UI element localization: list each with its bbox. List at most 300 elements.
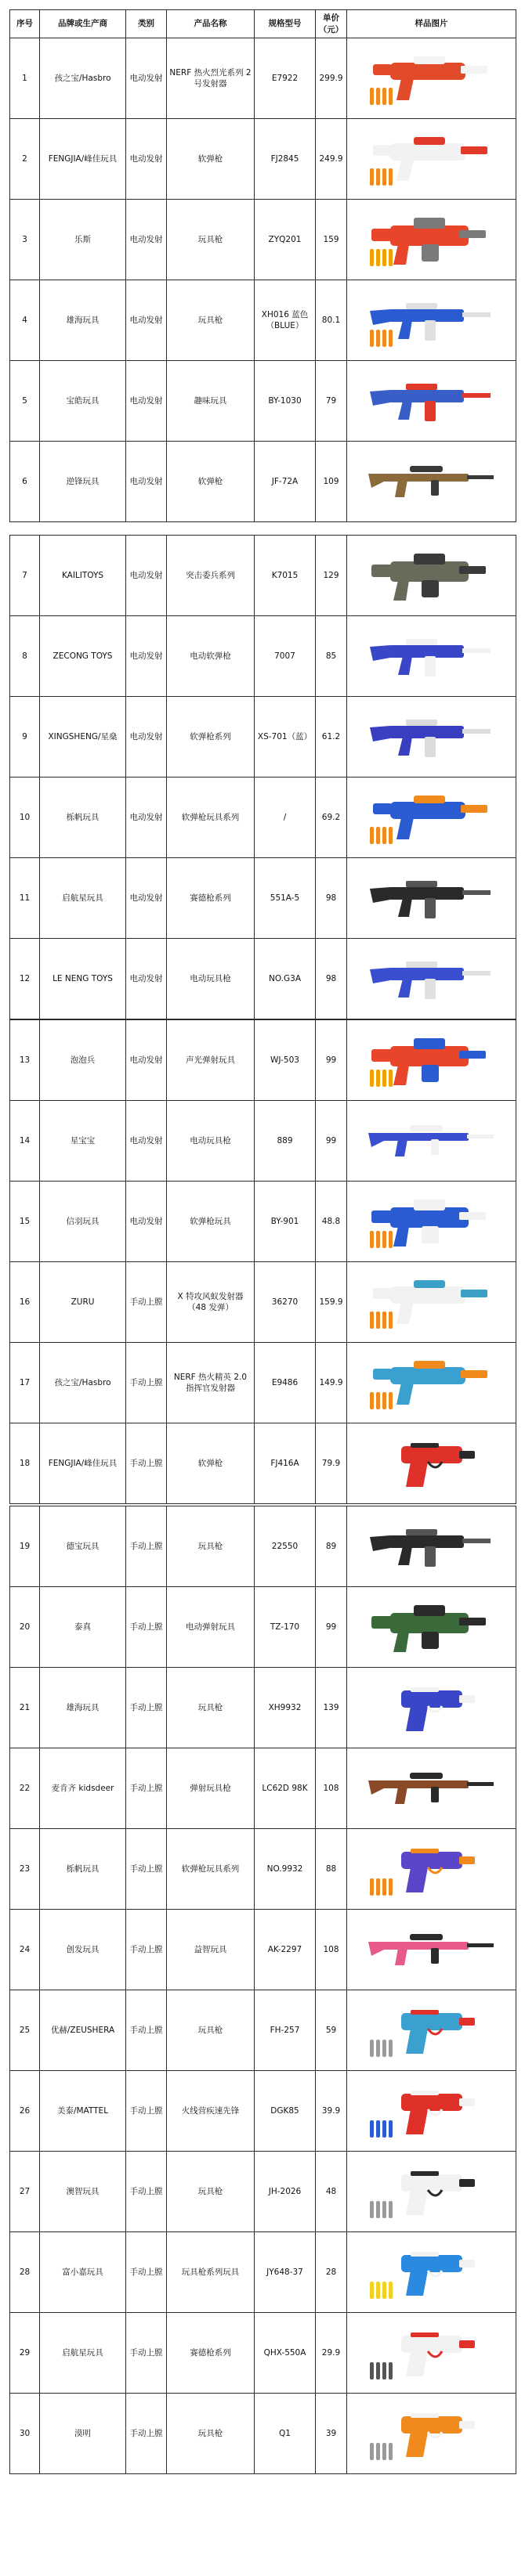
foam-dart bbox=[382, 1231, 386, 1248]
cell-sample-image bbox=[347, 536, 516, 616]
foam-dart bbox=[376, 249, 380, 266]
cell-no: 20 bbox=[10, 1587, 40, 1668]
sniper-magazine bbox=[431, 1948, 439, 1964]
cell-brand: 栎帆玩具 bbox=[40, 777, 126, 858]
cell-model: K7015 bbox=[255, 536, 316, 616]
table-row bbox=[10, 1748, 516, 1829]
sniper-body bbox=[382, 1942, 469, 1950]
foam-dart bbox=[382, 2120, 386, 2138]
foam-dart bbox=[389, 2362, 393, 2379]
sniper-grip bbox=[395, 1948, 407, 1965]
rifle-sight bbox=[406, 961, 437, 968]
cell-category: 手动上膛 bbox=[126, 2232, 167, 2313]
blaster-barrel bbox=[461, 1370, 487, 1378]
cell-sample-image bbox=[347, 1748, 516, 1829]
foam-dart bbox=[370, 2040, 374, 2057]
cell-category: 电动发射 bbox=[126, 38, 167, 119]
cell-no: 9 bbox=[10, 697, 40, 777]
cell-category: 电动发射 bbox=[126, 536, 167, 616]
toy-gun-image bbox=[367, 1918, 496, 1981]
rifle-stock bbox=[370, 887, 390, 903]
cell-price: 99 bbox=[316, 1020, 347, 1101]
foam-dart bbox=[370, 88, 374, 105]
cell-no: 25 bbox=[10, 1990, 40, 2071]
table-row bbox=[10, 1829, 516, 1910]
foam-dart bbox=[376, 1231, 380, 1248]
cell-brand: 信羽玩具 bbox=[40, 1182, 126, 1262]
cell-brand: 泡泡兵 bbox=[40, 1020, 126, 1101]
blaster-grip bbox=[396, 1302, 414, 1324]
cell-sample-image bbox=[347, 1020, 516, 1101]
toy-gun-image bbox=[367, 786, 496, 849]
table-row bbox=[10, 1182, 516, 1262]
cell-no: 3 bbox=[10, 200, 40, 280]
cell-category: 手动上膛 bbox=[126, 1910, 167, 1990]
header-brand: 品牌或生产商 bbox=[40, 10, 126, 38]
rifle-barrel bbox=[462, 312, 491, 317]
pistol-barrel bbox=[459, 1451, 475, 1459]
cell-sample-image bbox=[347, 361, 516, 442]
blaster-barrel bbox=[461, 805, 487, 813]
cell-no: 27 bbox=[10, 2152, 40, 2232]
blaster-body bbox=[390, 802, 465, 819]
sniper-magazine bbox=[431, 480, 439, 496]
cell-sample-image bbox=[347, 2232, 516, 2313]
rifle-grip bbox=[398, 320, 412, 339]
cell-price: 59 bbox=[316, 1990, 347, 2071]
cell-brand: 逆锋玩具 bbox=[40, 442, 126, 522]
cell-category: 手动上膛 bbox=[126, 2394, 167, 2474]
cell-category: 电动发射 bbox=[126, 858, 167, 939]
blaster-stock bbox=[371, 1616, 392, 1629]
blaster-grip bbox=[393, 580, 409, 601]
pistol-body bbox=[401, 1852, 462, 1869]
toy-gun-image bbox=[367, 1351, 496, 1414]
foam-dart bbox=[376, 88, 380, 105]
foam-dart bbox=[376, 2120, 380, 2138]
cell-product: NERF 热火烈光系列 2 号发射器 bbox=[167, 38, 255, 119]
cell-product: 玩具枪 bbox=[167, 2152, 255, 2232]
foam-dart bbox=[376, 827, 380, 844]
foam-dart bbox=[382, 1311, 386, 1329]
cell-product: 软弹枪 bbox=[167, 442, 255, 522]
cell-sample-image bbox=[347, 616, 516, 697]
cell-price: 159 bbox=[316, 200, 347, 280]
cell-sample-image bbox=[347, 2071, 516, 2152]
cell-no: 19 bbox=[10, 1506, 40, 1587]
blaster-stock bbox=[373, 64, 392, 75]
cell-product: 玩具枪 bbox=[167, 200, 255, 280]
cell-product: 益智玩具 bbox=[167, 1910, 255, 1990]
cell-sample-image bbox=[347, 442, 516, 522]
cell-price: 299.9 bbox=[316, 38, 347, 119]
cell-no: 2 bbox=[10, 119, 40, 200]
product-table-section bbox=[9, 1019, 516, 1504]
toy-gun-image bbox=[367, 1676, 496, 1739]
cell-category: 电动发射 bbox=[126, 616, 167, 697]
foam-dart bbox=[370, 2201, 374, 2218]
cell-no: 14 bbox=[10, 1101, 40, 1182]
blaster-barrel bbox=[459, 230, 486, 238]
rifle-sight bbox=[406, 384, 437, 390]
cell-model: NO.9932 bbox=[255, 1829, 316, 1910]
foam-dart bbox=[376, 330, 380, 347]
foam-dart bbox=[389, 2120, 393, 2138]
foam-dart bbox=[376, 2201, 380, 2218]
foam-dart bbox=[389, 1070, 393, 1087]
table-row bbox=[10, 119, 516, 200]
sniper-stock bbox=[368, 1133, 384, 1147]
cell-no: 23 bbox=[10, 1829, 40, 1910]
cell-product: 玩具枪 bbox=[167, 1506, 255, 1587]
cell-category: 手动上膛 bbox=[126, 1262, 167, 1343]
blaster-barrel bbox=[459, 1051, 486, 1059]
cell-model: 7007 bbox=[255, 616, 316, 697]
cell-no: 17 bbox=[10, 1343, 40, 1423]
table-row bbox=[10, 697, 516, 777]
cell-no: 10 bbox=[10, 777, 40, 858]
blaster-top bbox=[414, 1605, 445, 1616]
sniper-scope bbox=[410, 1773, 443, 1779]
foam-dart bbox=[376, 2443, 380, 2460]
cell-price: 249.9 bbox=[316, 119, 347, 200]
blaster-barrel bbox=[459, 566, 486, 574]
rifle-magazine bbox=[425, 1546, 436, 1567]
pistol-grip bbox=[406, 2029, 428, 2054]
blaster-magazine bbox=[422, 1226, 439, 1243]
cell-price: 39 bbox=[316, 2394, 347, 2474]
cell-brand: KAILITOYS bbox=[40, 536, 126, 616]
cell-no: 16 bbox=[10, 1262, 40, 1343]
cell-product: 电动玩具枪 bbox=[167, 939, 255, 1019]
rifle-magazine bbox=[425, 656, 436, 676]
blaster-top bbox=[414, 218, 445, 229]
cell-model: 36270 bbox=[255, 1262, 316, 1343]
rifle-sight bbox=[406, 639, 437, 645]
blaster-grip bbox=[393, 1226, 409, 1247]
pistol-body bbox=[401, 1690, 462, 1708]
sniper-grip bbox=[395, 1787, 407, 1804]
blaster-top bbox=[414, 1280, 445, 1288]
pistol-barrel bbox=[459, 2260, 475, 2268]
cell-brand: FENGJIA/峰佳玩具 bbox=[40, 1423, 126, 1504]
cell-model: / bbox=[255, 777, 316, 858]
cell-no: 11 bbox=[10, 858, 40, 939]
blaster-barrel bbox=[461, 1290, 487, 1297]
table-row bbox=[10, 1101, 516, 1182]
foam-dart bbox=[376, 2040, 380, 2057]
cell-no: 28 bbox=[10, 2232, 40, 2313]
cell-model: QHX-550A bbox=[255, 2313, 316, 2394]
blaster-top bbox=[414, 1200, 445, 1210]
cell-sample-image bbox=[347, 200, 516, 280]
toy-gun-image bbox=[367, 625, 496, 687]
blaster-magazine bbox=[422, 244, 439, 262]
table-header-row bbox=[10, 10, 516, 38]
cell-sample-image bbox=[347, 38, 516, 119]
rifle-grip bbox=[398, 401, 412, 420]
cell-model: FJ2845 bbox=[255, 119, 316, 200]
cell-category: 手动上膛 bbox=[126, 1829, 167, 1910]
pistol-body bbox=[401, 1446, 462, 1463]
toy-gun-image bbox=[367, 2241, 496, 2304]
rifle-stock bbox=[370, 968, 390, 983]
rifle-barrel bbox=[462, 971, 491, 976]
blaster-grip bbox=[393, 244, 409, 265]
cell-no: 22 bbox=[10, 1748, 40, 1829]
blaster-magazine bbox=[422, 580, 439, 597]
pistol-body bbox=[401, 2174, 462, 2192]
cell-sample-image bbox=[347, 280, 516, 361]
product-table-section bbox=[9, 1990, 516, 2474]
blaster-grip bbox=[396, 159, 414, 181]
toy-gun-image bbox=[367, 2080, 496, 2142]
cell-brand: ZURU bbox=[40, 1262, 126, 1343]
rifle-barrel bbox=[462, 648, 491, 653]
cell-sample-image bbox=[347, 1423, 516, 1504]
toy-gun-image bbox=[367, 208, 496, 271]
rifle-body bbox=[389, 309, 464, 322]
pistol-grip bbox=[406, 2109, 428, 2134]
cell-brand: 澳智玩具 bbox=[40, 2152, 126, 2232]
sniper-stock bbox=[368, 1780, 384, 1795]
foam-dart bbox=[370, 1392, 374, 1409]
cell-category: 手动上膛 bbox=[126, 1506, 167, 1587]
cell-price: 69.2 bbox=[316, 777, 347, 858]
cell-price: 85 bbox=[316, 616, 347, 697]
foam-dart bbox=[382, 1878, 386, 1896]
cell-sample-image bbox=[347, 1101, 516, 1182]
foam-dart bbox=[389, 2443, 393, 2460]
cell-price: 39.9 bbox=[316, 2071, 347, 2152]
cell-sample-image bbox=[347, 2313, 516, 2394]
cell-product: 玩具枪系列玩具 bbox=[167, 2232, 255, 2313]
cell-price: 99 bbox=[316, 1587, 347, 1668]
cell-brand: 雄海玩具 bbox=[40, 280, 126, 361]
blaster-top bbox=[414, 56, 445, 64]
cell-model: WJ-503 bbox=[255, 1020, 316, 1101]
blaster-grip bbox=[396, 817, 414, 839]
cell-sample-image bbox=[347, 1182, 516, 1262]
cell-no: 18 bbox=[10, 1423, 40, 1504]
header-price: 单价（元） bbox=[316, 10, 347, 38]
toy-gun-image bbox=[367, 1109, 496, 1172]
cell-price: 149.9 bbox=[316, 1343, 347, 1423]
cell-brand: XINGSHENG/星燊 bbox=[40, 697, 126, 777]
toy-gun-image bbox=[367, 1757, 496, 1820]
table-row bbox=[10, 38, 516, 119]
header-no: 序号 bbox=[10, 10, 40, 38]
toy-gun-image bbox=[367, 544, 496, 607]
cell-brand: LE NENG TOYS bbox=[40, 939, 126, 1019]
cell-price: 98 bbox=[316, 858, 347, 939]
cell-category: 电动发射 bbox=[126, 361, 167, 442]
table-row bbox=[10, 442, 516, 522]
cell-model: XH016 蓝色（BLUE） bbox=[255, 280, 316, 361]
cell-no: 26 bbox=[10, 2071, 40, 2152]
cell-model: NO.G3A bbox=[255, 939, 316, 1019]
cell-sample-image bbox=[347, 939, 516, 1019]
cell-brand: 美泰/MATTEL bbox=[40, 2071, 126, 2152]
pistol-grip bbox=[406, 1462, 428, 1487]
cell-model: 22550 bbox=[255, 1506, 316, 1587]
sniper-scope bbox=[410, 1934, 443, 1940]
pistol-slide bbox=[411, 2332, 439, 2337]
cell-category: 手动上膛 bbox=[126, 1423, 167, 1504]
table-row bbox=[10, 1910, 516, 1990]
foam-dart bbox=[370, 1878, 374, 1896]
toy-gun-image bbox=[367, 1838, 496, 1900]
cell-no: 1 bbox=[10, 38, 40, 119]
foam-dart bbox=[389, 2282, 393, 2299]
table-row bbox=[10, 858, 516, 939]
blaster-body bbox=[390, 63, 465, 80]
blaster-stock bbox=[371, 1210, 392, 1223]
cell-sample-image bbox=[347, 119, 516, 200]
foam-dart bbox=[389, 88, 393, 105]
rifle-body bbox=[389, 645, 464, 658]
toy-gun-image bbox=[367, 47, 496, 110]
toy-gun-image bbox=[367, 2160, 496, 2223]
foam-dart bbox=[370, 1231, 374, 1248]
table-row bbox=[10, 2071, 516, 2152]
rifle-stock bbox=[370, 645, 390, 661]
cell-sample-image bbox=[347, 2152, 516, 2232]
rifle-stock bbox=[370, 390, 390, 406]
blaster-grip bbox=[396, 78, 414, 100]
cell-category: 手动上膛 bbox=[126, 1343, 167, 1423]
toy-gun-image bbox=[367, 1999, 496, 2062]
cell-model: FH-257 bbox=[255, 1990, 316, 2071]
rifle-grip bbox=[398, 979, 412, 998]
header-category: 类别 bbox=[126, 10, 167, 38]
foam-dart bbox=[382, 249, 386, 266]
cell-no: 7 bbox=[10, 536, 40, 616]
cell-product: 趣味玩具 bbox=[167, 361, 255, 442]
blaster-grip bbox=[396, 1383, 414, 1405]
pistol-barrel bbox=[459, 2179, 475, 2187]
header-product: 产品名称 bbox=[167, 10, 255, 38]
foam-dart bbox=[382, 2362, 386, 2379]
product-table-section bbox=[9, 1506, 516, 1990]
cell-sample-image bbox=[347, 1343, 516, 1423]
rifle-magazine bbox=[425, 401, 436, 421]
foam-dart bbox=[382, 168, 386, 186]
blaster-top bbox=[414, 137, 445, 145]
table-row bbox=[10, 2313, 516, 2394]
pistol-slide bbox=[411, 2252, 439, 2257]
cell-price: 159.9 bbox=[316, 1262, 347, 1343]
toy-gun-image bbox=[367, 2322, 496, 2384]
rifle-grip bbox=[398, 898, 412, 917]
rifle-barrel bbox=[462, 729, 491, 734]
rifle-stock bbox=[370, 309, 390, 325]
pistol-slide bbox=[411, 2171, 439, 2176]
blaster-grip bbox=[393, 1065, 409, 1085]
cell-model: JH-2026 bbox=[255, 2152, 316, 2232]
table-row bbox=[10, 200, 516, 280]
sniper-barrel bbox=[467, 1782, 494, 1786]
foam-dart bbox=[370, 330, 374, 347]
blaster-stock bbox=[373, 1288, 392, 1299]
cell-category: 电动发射 bbox=[126, 1182, 167, 1262]
foam-dart bbox=[382, 1070, 386, 1087]
foam-dart bbox=[389, 2040, 393, 2057]
cell-brand: 麦肯齐 kidsdeer bbox=[40, 1748, 126, 1829]
rifle-barrel bbox=[462, 393, 491, 398]
cell-category: 手动上膛 bbox=[126, 2152, 167, 2232]
header-sample: 样品图片 bbox=[347, 10, 516, 38]
cell-price: 89 bbox=[316, 1506, 347, 1587]
rifle-body bbox=[389, 390, 464, 402]
rifle-body bbox=[389, 726, 464, 738]
product-table-section bbox=[9, 535, 516, 1019]
cell-sample-image bbox=[347, 1829, 516, 1910]
blaster-barrel bbox=[459, 1618, 486, 1625]
cell-product: 软弹枪玩具 bbox=[167, 1182, 255, 1262]
cell-category: 电动发射 bbox=[126, 119, 167, 200]
cell-product: 电动玩具枪 bbox=[167, 1101, 255, 1182]
cell-sample-image bbox=[347, 1506, 516, 1587]
pistol-barrel bbox=[459, 2098, 475, 2106]
cell-product: 玩具枪 bbox=[167, 1668, 255, 1748]
rifle-magazine bbox=[425, 979, 436, 999]
cell-model: E7922 bbox=[255, 38, 316, 119]
cell-model: XS-701（蓝） bbox=[255, 697, 316, 777]
foam-dart bbox=[376, 2282, 380, 2299]
table-row bbox=[10, 1262, 516, 1343]
cell-product: 火线营疾速先锋 bbox=[167, 2071, 255, 2152]
cell-model: E9486 bbox=[255, 1343, 316, 1423]
cell-model: LC62D 98K bbox=[255, 1748, 316, 1829]
table-row bbox=[10, 2232, 516, 2313]
foam-dart bbox=[370, 249, 374, 266]
cell-brand: 雄海玩具 bbox=[40, 1668, 126, 1748]
cell-price: 79 bbox=[316, 361, 347, 442]
rifle-body bbox=[389, 887, 464, 900]
sniper-stock bbox=[368, 1942, 384, 1956]
cell-product: 电动软弹枪 bbox=[167, 616, 255, 697]
cell-category: 手动上膛 bbox=[126, 2071, 167, 2152]
blaster-stock bbox=[371, 565, 392, 577]
cell-no: 4 bbox=[10, 280, 40, 361]
pistol-body bbox=[401, 2416, 462, 2433]
cell-price: 80.1 bbox=[316, 280, 347, 361]
pistol-grip bbox=[406, 2432, 428, 2457]
cell-category: 手动上膛 bbox=[126, 1587, 167, 1668]
table-row bbox=[10, 1020, 516, 1101]
cell-brand: 宝皓玩具 bbox=[40, 361, 126, 442]
pistol-slide bbox=[411, 1849, 439, 1853]
sniper-scope bbox=[410, 1125, 443, 1131]
pistol-barrel bbox=[459, 2018, 475, 2026]
blaster-body bbox=[390, 143, 465, 161]
cell-category: 电动发射 bbox=[126, 280, 167, 361]
cell-product: 软弹枪系列 bbox=[167, 697, 255, 777]
cell-product: 电动弹射玩具 bbox=[167, 1587, 255, 1668]
blaster-stock bbox=[373, 145, 392, 156]
blaster-stock bbox=[373, 803, 392, 814]
foam-dart bbox=[376, 2362, 380, 2379]
cell-no: 21 bbox=[10, 1668, 40, 1748]
pistol-slide bbox=[411, 2091, 439, 2095]
foam-dart bbox=[389, 249, 393, 266]
foam-dart bbox=[376, 1070, 380, 1087]
cell-model: BY-1030 bbox=[255, 361, 316, 442]
toy-gun-image bbox=[367, 289, 496, 352]
pistol-grip bbox=[406, 1706, 428, 1731]
cell-brand: 栎帆玩具 bbox=[40, 1829, 126, 1910]
